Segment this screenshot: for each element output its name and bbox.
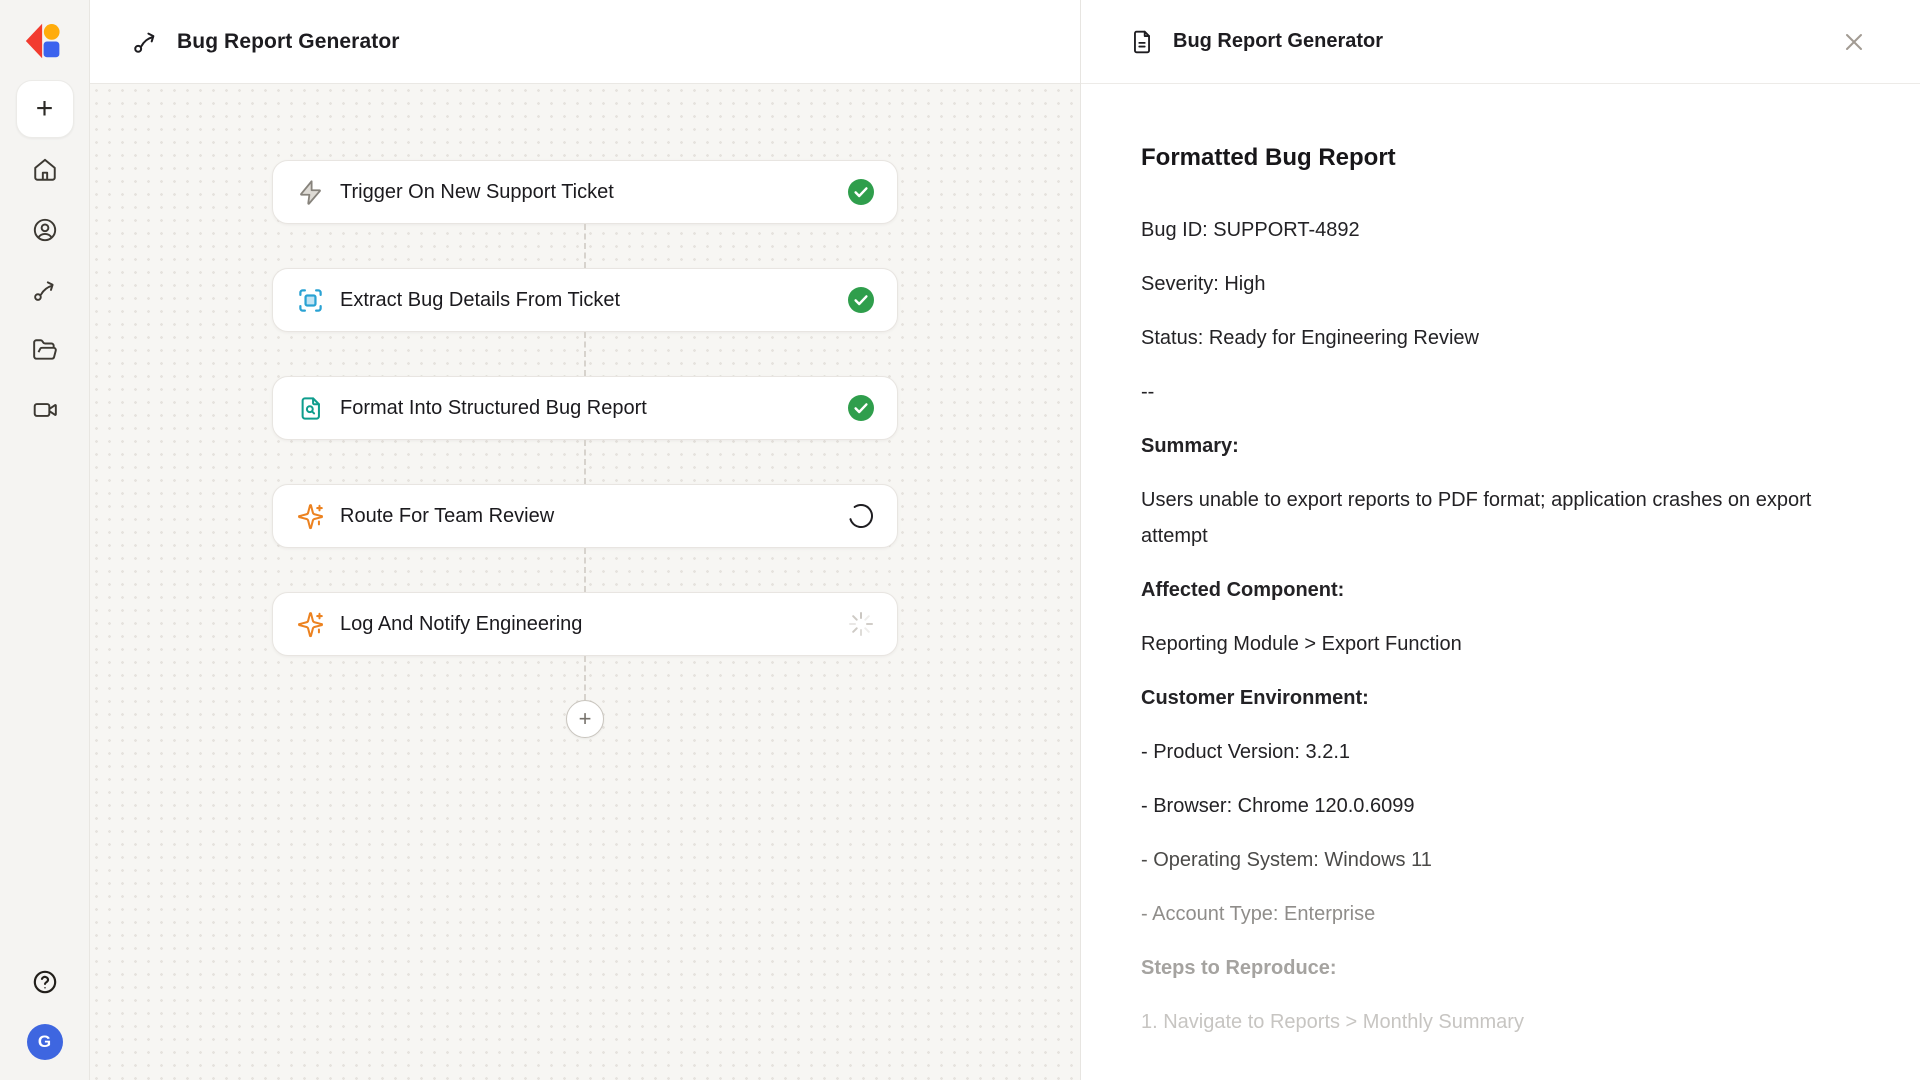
help-button[interactable] xyxy=(15,952,75,1012)
report-line: Status: Ready for Engineering Review xyxy=(1141,327,1479,349)
report-content xyxy=(1081,84,1920,1058)
close-panel-button[interactable] xyxy=(1842,30,1866,54)
status-success-icon xyxy=(847,178,875,206)
zap-icon xyxy=(297,179,324,206)
sparkles-icon xyxy=(297,503,324,530)
output-panel-title: Bug Report Generator xyxy=(1173,30,1384,52)
sidebar-nav xyxy=(15,140,75,440)
report-line: - Product Version: 3.2.1 xyxy=(1141,741,1351,763)
step-connector xyxy=(584,332,586,376)
status-running-spinner xyxy=(847,502,875,530)
report-heading: Formatted Bug Report xyxy=(1141,144,1396,171)
close-icon xyxy=(1842,30,1866,54)
step-label: Route For Team Review xyxy=(340,504,555,527)
report-line: -- xyxy=(1141,381,1155,403)
sidebar-item-home[interactable] xyxy=(15,140,75,200)
workflow-route-icon xyxy=(32,277,58,303)
step-label: Log And Notify Engineering xyxy=(340,612,583,635)
status-pending-spinner xyxy=(847,610,875,638)
report-section-label: Summary: xyxy=(1141,435,1239,457)
file-search-icon xyxy=(297,395,324,422)
folder-icon xyxy=(32,337,58,363)
workflow-step-extract[interactable] xyxy=(272,268,898,332)
scan-icon xyxy=(297,287,324,314)
status-success-icon xyxy=(847,286,875,314)
workflow-route-icon xyxy=(132,28,159,55)
status-success-icon xyxy=(847,394,875,422)
step-connector xyxy=(584,224,586,268)
report-line: - Account Type: Enterprise xyxy=(1141,903,1376,925)
sidebar-item-files[interactable] xyxy=(15,320,75,380)
report-section-label: Customer Environment: xyxy=(1141,687,1369,709)
workflow-canvas[interactable] xyxy=(90,84,1080,1080)
step-label: Format Into Structured Bug Report xyxy=(340,396,647,419)
report-section-label: Steps to Reproduce: xyxy=(1141,957,1337,979)
workflow-area xyxy=(90,0,1080,1080)
report-document-icon xyxy=(1129,29,1155,55)
help-icon xyxy=(32,969,58,995)
sparkles-icon xyxy=(297,611,324,638)
step-label: Extract Bug Details From Ticket xyxy=(340,288,621,311)
step-connector xyxy=(584,440,586,484)
step-connector xyxy=(584,548,586,592)
report-line: - Operating System: Windows 11 xyxy=(1141,849,1432,871)
report-section-label: Affected Component: xyxy=(1141,579,1345,601)
sidebar-bottom xyxy=(15,952,75,1080)
workflow-header xyxy=(90,0,1080,84)
sidebar-item-recordings[interactable] xyxy=(15,380,75,440)
report-line: Reporting Module > Export Function xyxy=(1141,633,1462,655)
report-line: Severity: High xyxy=(1141,273,1266,295)
sidebar-item-profile[interactable] xyxy=(15,200,75,260)
output-panel xyxy=(1080,0,1920,1080)
report-line: Users unable to export reports to PDF format; application crashes on export attempt xyxy=(1141,489,1812,547)
sidebar-item-workflows[interactable] xyxy=(15,260,75,320)
step-label: Trigger On New Support Ticket xyxy=(340,180,614,203)
workflow-step-format[interactable] xyxy=(272,376,898,440)
workflow-step-log[interactable] xyxy=(272,592,898,656)
home-icon xyxy=(32,157,58,183)
workflow-step-trigger[interactable] xyxy=(272,160,898,224)
workflow-title: Bug Report Generator xyxy=(177,29,400,53)
video-icon xyxy=(32,397,58,423)
step-connector xyxy=(584,656,586,700)
report-line: - Browser: Chrome 120.0.6099 xyxy=(1141,795,1415,817)
add-step-button[interactable]: + xyxy=(566,700,604,738)
new-flow-button[interactable]: + xyxy=(16,80,74,138)
output-panel-header xyxy=(1081,0,1920,84)
report-line: 1. Navigate to Reports > Monthly Summary xyxy=(1141,1011,1524,1033)
user-icon xyxy=(32,217,58,243)
app-logo-icon[interactable] xyxy=(22,18,68,64)
left-sidebar xyxy=(0,0,90,1080)
report-line: Bug ID: SUPPORT-4892 xyxy=(1141,219,1360,241)
user-avatar[interactable]: G xyxy=(27,1024,63,1060)
workflow-step-route[interactable] xyxy=(272,484,898,548)
